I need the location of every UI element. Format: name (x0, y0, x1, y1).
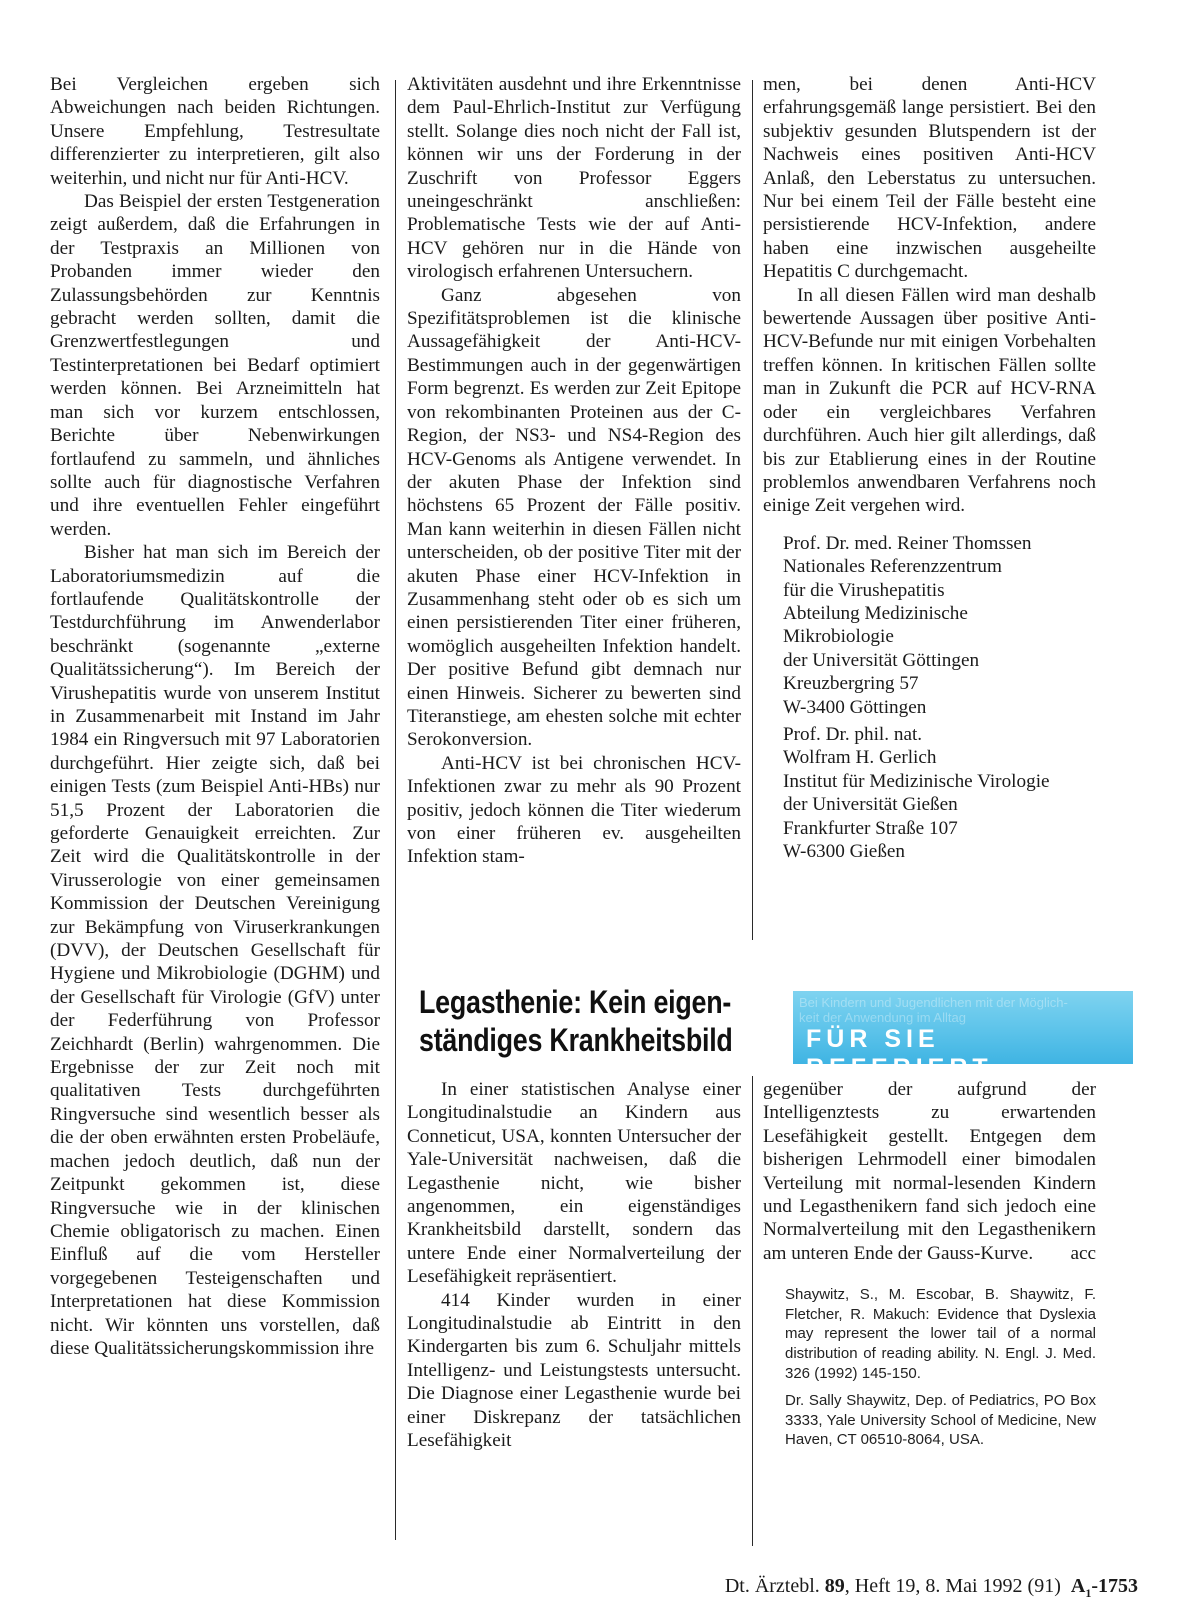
references (763, 1285, 1096, 1450)
column-2 (407, 73, 741, 869)
address-line: Mikrobiologie (783, 626, 894, 648)
column-rule (752, 1076, 753, 1546)
address-line: Kreuzbergring 57 (783, 673, 919, 695)
article-column-1 (407, 1078, 741, 1453)
address-line: Nationales Referenzzentrum (783, 556, 1002, 578)
address-line: W-3400 Göttingen (783, 696, 927, 718)
page-footer (668, 1574, 1138, 1605)
paragraph: In all diesen Fällen wird man deshalb bewertende Aussagen über positive Anti-HCV-Befunde nur mit einigen Vorbehalten treffen können. In kritischen Fällen sollte man in Zukunft die PCR auf HCV-RNA oder ein vergleichbares Verfahren durchführen. Auch hier gilt allerdings, daß bis zur Etablierung eines in der Routine problemlos anwendbaren Verfahrens noch einige Zeit vergehen wird. (763, 284, 1096, 517)
footer-issue: , Heft 19, 8. Mai 1992 (91) (844, 1575, 1061, 1597)
section-banner (793, 991, 1133, 1082)
headline-line: Legasthenie: Kein eigen- (419, 984, 732, 1020)
headline-line: ständiges Krankheitsbild (419, 1022, 733, 1058)
paragraph: 414 Kinder wurden in einer Longitudinalstudie ab Eintritt in den Kindergarten bis zum 6. Schuljahr mittels Intelligenz- und Leistungstests untersucht. Die Diagnose einer Legasthenie wurde bei einer Diskrepanz der tatsächlichen Lesefähigkeit (407, 1289, 741, 1452)
footer-page-letter: A (1070, 1575, 1086, 1597)
banner-label: FÜR SIE REFERIERT (806, 1025, 993, 1082)
address-line: Institut für Medizinische Virologie (783, 770, 1050, 792)
author-addresses (763, 532, 1096, 864)
paragraph: In einer statistischen Analyse einer Longitudinalstudie an Kindern aus Conneticut, USA, konnten Untersucher der Yale-Universität nachweisen, daß die Legasthenie nicht, wie bisher angenommen, ein eigenständiges Krankheitsbild darstellt, sondern das untere Ende einer Normalverteilung der Lesefähigkeit repräsentiert. (407, 1079, 741, 1288)
address-line: Prof. Dr. med. Reiner Thomssen (783, 532, 1032, 554)
paragraph: Bisher hat man sich im Bereich der Laboratoriumsmedizin auf die fortlaufende Qualitätskontrolle der Testdurchführung im Anwenderlabor beschränkt (sogenannte „externe Qualitätssicherung“). Im Bereich der Virushepatitis wurde von unserem Institut in Zusammenarbeit mit Instand im Jahr 1984 ein Ringversuch mit 97 Laboratorien durchgeführt. Hier zeigte sich, daß bei einigen Tests (zum Beispiel Anti-HBs) nur 51,5 Prozent der Laboratorien die geforderte Genauigkeit erreichten. Zur Zeit wird die Qualitätskontrolle in der Virusserologie von einer gemeinsamen Kommission der Deutschen Vereinigung zur Bekämpfung von Viruserkrankungen (DVV), der Deutschen Gesellschaft für Hygiene und Mikrobiologie (DGHM) und der Gesellschaft für Virologie (GfV) unter der Federführung von Professor Zeichhardt (Berlin) wahrgenommen. Die Ergebnisse der zur Zeit noch mit qualitativen Tests durchgeführten Ringversuche sind wesentlich besser als die der oben erwähnten ersten Probeläufe, machen jedoch deutlich, daß nun der Zeitpunkt gekommen ist, diese Ringversuche wie in der klinischen Chemie obligatorisch zu machen. Einen Einfluß auf die vom Hersteller vorgegebenen Testeigenschaften und Interpretationen hat diese Kommission nicht. Wir könnten uns vorstellen, daß diese Qualitätssicherungskommission ihre (50, 542, 380, 1359)
address-line: Prof. Dr. phil. nat. (783, 723, 923, 745)
banner-ghost-text (799, 995, 1127, 1025)
address-gerlich (783, 723, 1096, 863)
author-signature: acc (1070, 1242, 1096, 1264)
footer-page-sub: 1 (1085, 1586, 1092, 1600)
footer-page (1070, 1575, 1138, 1600)
column-3 (763, 73, 1096, 863)
paragraph: men, bei denen Anti-HCV erfahrungsgemäß lange persistiert. Bei den subjektiv gesunden Blutspendern ist der Nachweis eines positiven Anti-HCV Anlaß, den Leberstatus zu untersuchen. Nur bei einem Teil der Fälle besteht eine persistierende HCV-Infektion, andere haben eine inzwischen ausgeheilte Hepatitis C durchgemacht. (763, 74, 1096, 283)
paragraph-text: gegenüber der aufgrund der Intelligenztests zu erwartenden Lesefähigkeit gestellt. Entgegen dem bisherigen Lehrmodell einer bimodalen Verteilung mit normal-lesenden Kindern und Legasthenikern fand sich jedoch eine Normalverteilung mit den Legasthenikern am unteren Ende der Gauss-Kurve. (763, 1079, 1096, 1264)
paragraph: Anti-HCV ist bei chronischen HCV-Infektionen zwar zu mehr als 90 Prozent positiv, jedoch können die Titer wiederum von einer früheren ev. ausgeheilten Infektion stam- (407, 752, 741, 868)
footer-volume: 89 (824, 1575, 845, 1597)
address-line: Wolfram H. Gerlich (783, 747, 937, 769)
reference-citation: Shaywitz, S., M. Escobar, B. Shaywitz, F. Fletcher, R. Makuch: Evidence that Dyslexia may represent the lower tail of a normal distribution of reading ability. N. Engl. J. Med. 326 (1992) 145-150. (785, 1286, 1096, 1382)
reference-contact: Dr. Sally Shaywitz, Dep. of Pediatrics, PO Box 3333, Yale University School of Medicine, New Haven, CT 06510-8064, USA. (785, 1392, 1096, 1449)
paragraph (763, 1078, 1096, 1265)
paragraph: Aktivitäten ausdehnt und ihre Erkenntnisse dem Paul-Ehrlich-Institut zur Verfügung stellt. Solange dies noch nicht der Fall ist, können wir uns der Forderung in der Zuschrift von Professor Eggers uneingeschränkt anschließen: Problematische Tests wie der auf Anti-HCV gehören nur in die Hände von virologisch erfahrenen Untersuchern. (407, 74, 741, 283)
address-line: W-6300 Gießen (783, 841, 906, 862)
paragraph: Ganz abgesehen von Spezifitätsproblemen ist die klinische Aussagefähigkeit der Anti-HCV-Bestimmungen auch in der gegenwärtigen Form begrenzt. Es werden zur Zeit Epitope von rekombinanten Proteinen aus der C-Region, der NS3- und NS4-Region des HCV-Genoms als Antigene verwendet. In der akuten Phase der Infektion sind höchstens 65 Prozent der Fälle positiv. Man kann weiterhin in diesen Fällen nicht unterscheiden, ob der positive Titer mit der akuten Phase einer HCV-Infektion in Zusammenhang steht oder ob es sich um einen persistierenden Titer einer früheren, womöglich ausgeheilten Infektion handelt. Der positive Befund gibt demnach nur einen Hinweis. Sicherer zu bewerten sind Titeranstiege, am ehesten solche mit echter Serokonversion. (407, 284, 741, 751)
footer-journal: Dt. Ärztebl. (724, 1575, 820, 1597)
address-line: für die Virushepatitis (783, 579, 945, 601)
address-line: Abteilung Medizinische (783, 602, 968, 624)
address-line: der Universität Göttingen (783, 649, 980, 671)
article-headline (419, 983, 733, 1059)
column-rule (752, 80, 753, 940)
address-line: Frankfurter Straße 107 (783, 817, 958, 839)
paragraph: Bei Vergleichen ergeben sich Abweichungen nach beiden Richtungen. Unsere Empfehlung, Testresultate differenzierter zu interpretieren, gilt also weiterhin, und nicht nur für Anti-HCV. (50, 74, 380, 189)
paragraph: Das Beispiel der ersten Testgeneration zeigt außerdem, daß die Erfahrungen in der Testpraxis an Millionen von Probanden immer wieder den Zulassungsbehörden zur Kenntnis gebracht werden sollten, damit die Grenzwertfestlegungen und Testinterpretationen bei Bedarf optimiert werden können. Bei Arzneimitteln hat man sich vor kurzem entschlossen, Berichte über Nebenwirkungen fortlaufend zu sammeln, und ähnliches sollte auch für diagnostische Verfahren und ihre eventuellen Fehler eingeführt werden. (50, 191, 380, 540)
column-1 (50, 73, 380, 1360)
article-column-2 (763, 1078, 1096, 1458)
footer-page-number: -1753 (1091, 1575, 1138, 1597)
address-line: der Universität Gießen (783, 794, 958, 816)
ghost-line: Bei Kindern und Jugendlichen mit der Möglich- (799, 995, 1068, 1010)
column-rule (395, 80, 396, 1540)
ghost-line: keit der Anwendung im Alltag (799, 1010, 966, 1025)
address-thomssen (783, 532, 1096, 719)
